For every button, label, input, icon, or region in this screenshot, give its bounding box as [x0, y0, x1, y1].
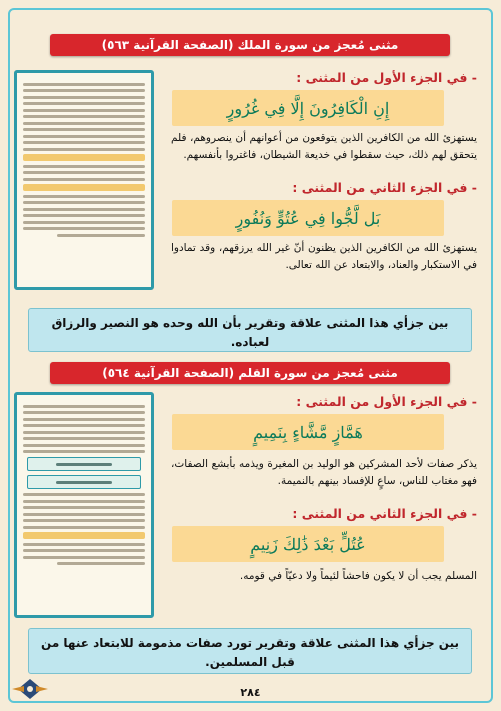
- publisher-logo: [10, 675, 50, 703]
- section1-part2-title: - في الجزء الثاني من المثنى :: [292, 180, 477, 195]
- quran-page-image-1: [14, 70, 154, 290]
- section2-header: مثنى مُعجز من سورة القلم (الصفحة القرآنية ٥٦٤): [50, 362, 450, 384]
- section1-header: مثنى مُعجز من سورة الملك (الصفحة القرآنية ٥٦٣): [50, 34, 450, 56]
- section1-part2-verse: بَل لَّجُّوا فِي عُتُوٍّ وَنُفُورٍ: [172, 200, 444, 236]
- section1-part1-verse: إِنِ الْكَافِرُونَ إِلَّا فِي غُرُورٍ: [172, 90, 444, 126]
- section2-part2-text: المسلم يجب أن لا يكون فاحشاً لئيماً ولا دعيّاً في قومه.: [239, 570, 477, 582]
- section1-summary: بين جزأي هذا المثنى علاقة وتقرير بأن الله وحده هو النصير والرزاق لعباده.: [28, 308, 472, 352]
- section2-part2-verse: عُتُلٍّ بَعْدَ ذَٰلِكَ زَنِيمٍ: [172, 526, 444, 562]
- section2-part2-title: - في الجزء الثاني من المثنى :: [292, 506, 477, 521]
- section1-part1-title: - في الجزء الأول من المثنى :: [296, 70, 477, 85]
- section2-summary: بين جزأي هذا المثنى علاقة وتقرير تورد صفات مذمومة للابتعاد عنها من قبل المسلمين.: [28, 628, 472, 674]
- section1-part2-text: يستهزئ الله من الكافرين الذين يظنون أنّ غير الله يرزقهم، وقد تمادوا في الاستكبار والعناد، والابتعاد عن الله تعالى.: [171, 242, 477, 271]
- quran-page-image-2: [14, 392, 154, 618]
- section2-part1-title: - في الجزء الأول من المثنى :: [296, 394, 477, 409]
- section2-part1-verse: هَمَّازٍ مَّشَّاءٍ بِنَمِيمٍ: [172, 414, 444, 450]
- section2-part1-text: يذكر صفات لأحد المشركين هو الوليد بن المغيرة ويذمه بأبشع الصفات، فهو مغتاب للناس، ساعٍ للإفساد بينهم بالنميمة.: [171, 458, 477, 487]
- section1-part1-text: يستهزئ الله من الكافرين الذين يتوقعون من أعوانهم أن ينصروهم، فلم يتحقق لهم ذلك، حيث سقطوا في خديعة الشيطان، فاغتروا بأنفسهم.: [171, 132, 477, 161]
- page-number: ٢٨٤: [240, 686, 261, 699]
